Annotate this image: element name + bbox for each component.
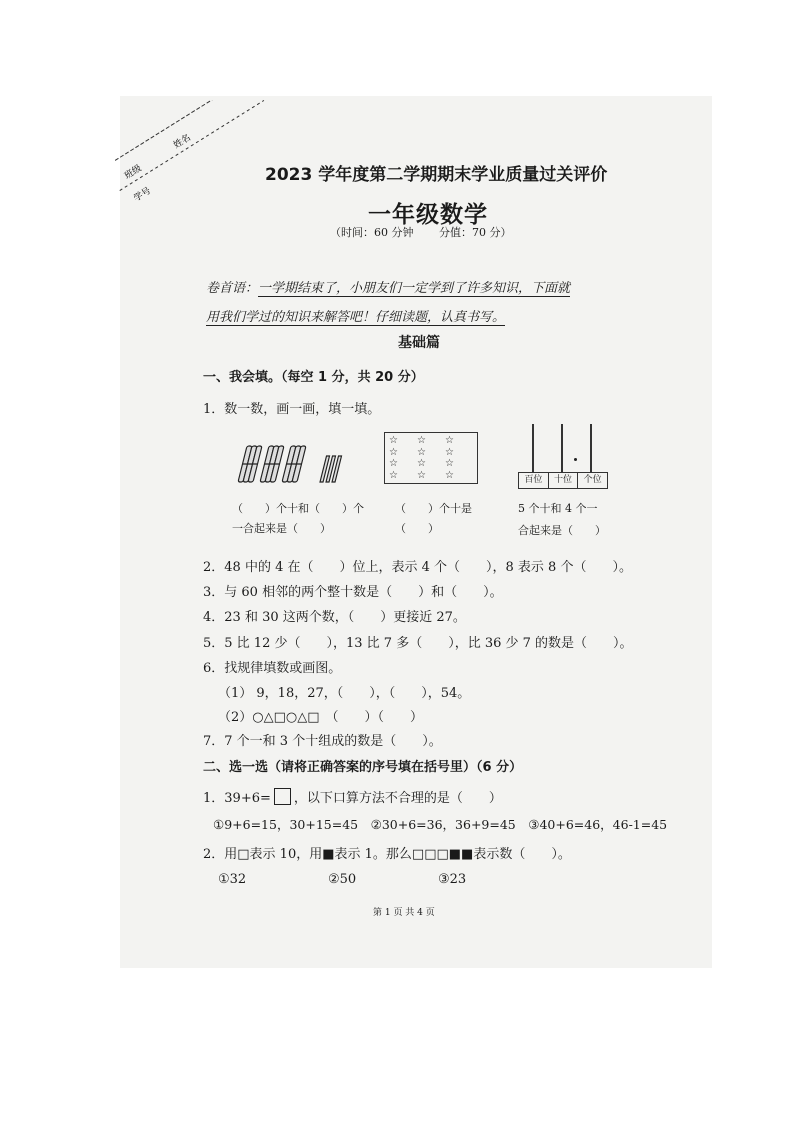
fig3-caption-2: 合起来是（ ） — [518, 524, 606, 537]
part2-q1-prefix: 1．39+6= — [203, 791, 271, 806]
part1-q6-1: （1） 9，18，27，（ ），（ ），54。 — [218, 686, 471, 701]
exam-title: 2023 学年度第二学期期末学业质量过关评价 — [265, 165, 608, 185]
part1-q7: 7．7 个一和 3 个十组成的数是（ ）。 — [203, 734, 442, 749]
shape-pattern: （2）○△□○△□ — [218, 710, 320, 725]
answer-box-icon — [274, 788, 291, 805]
abacus-label-tens: 十位 — [549, 473, 579, 488]
binding-class: 班级 — [123, 163, 144, 182]
part1-q1: 1．数一数，画一画，填一填。 — [203, 402, 381, 417]
binding-margin — [115, 100, 275, 220]
preface — [206, 274, 638, 332]
exam-subject: 一年级数学 — [368, 202, 488, 228]
place-value-abacus — [518, 424, 608, 490]
fig2-caption-2: （ ） — [395, 522, 439, 535]
part1-q5: 5．5 比 12 少（ ），13 比 7 多（ ），比 36 少 7 的数是（ ）。 — [203, 636, 633, 651]
exam-info — [330, 224, 512, 240]
part2-q2-option-3: ③23 — [438, 872, 467, 887]
part2-heading: 二、选一选（请将正确答案的序号填在括号里）（6 分） — [203, 760, 523, 775]
part2-q2-option-2: ②50 — [328, 872, 357, 887]
part1-q2: 2．48 中的 4 在（ ）位上，表示 4 个（ ），8 表示 8 个（ ）。 — [203, 560, 632, 575]
part2-q1 — [203, 787, 502, 806]
abacus-label-ones: 个位 — [583, 475, 602, 485]
binding-number: 学号 — [132, 186, 153, 205]
part2-q1-suffix: ，以下口算方法不合理的是（ ） — [293, 791, 502, 806]
part2-q2-option-1: ①32 — [218, 872, 247, 887]
binding-name: 姓名 — [172, 132, 193, 151]
part2-q2: 2．用□表示 10，用■表示 1。那么□□□■■表示数（ ）。 — [203, 847, 571, 862]
fig3-caption-1: 5 个十和 4 个一 — [518, 502, 598, 515]
part1-heading: 一、我会填。（每空 1 分，共 20 分） — [203, 370, 424, 385]
part1-q4: 4．23 和 30 这两个数，（ ）更接近 27。 — [203, 610, 466, 625]
fig1-caption-2: 一合起来是（ ） — [232, 522, 331, 535]
abacus-label-hundreds: 百位 — [519, 473, 549, 488]
exam-score: 分值：70 分） — [439, 226, 512, 239]
exam-time: （时间：60 分钟 — [330, 226, 414, 239]
part1-q6-2 — [218, 706, 423, 725]
part1-q6: 6．找规律填数或画图。 — [203, 661, 342, 676]
preface-text-2: 用我们学过的知识来解答吧！仔细读题，认真书写。 — [206, 310, 506, 325]
fig2-caption-1: （ ）个十是 — [395, 502, 472, 515]
page-footer: 第 1 页 共 4 页 — [373, 908, 435, 918]
stick-bundles-figure — [234, 442, 354, 488]
abacus-bead — [574, 458, 577, 461]
part1-q3: 3．与 60 相邻的两个整十数是（ ）和（ ）。 — [203, 585, 503, 600]
part2-q1-options: ①9+6=15，30+15=45 ②30+6=36，36+9=45 ③40+6=46，46-1=45 — [213, 817, 668, 832]
preface-label: 卷首语： — [206, 281, 259, 296]
section-basic-title: 基础篇 — [398, 335, 440, 351]
star-grid-figure: ☆ ☆ ☆ ☆ ☆ ☆ ☆ ☆ ☆ ☆ ☆ ☆ — [384, 432, 478, 484]
shape-pattern-blanks: （ ）（ ） — [325, 710, 424, 725]
fig1-caption-1: （ ）个十和（ ）个 — [232, 502, 364, 515]
preface-text-1: 一学期结束了，小朋友们一定学到了许多知识，下面就 — [258, 281, 571, 296]
